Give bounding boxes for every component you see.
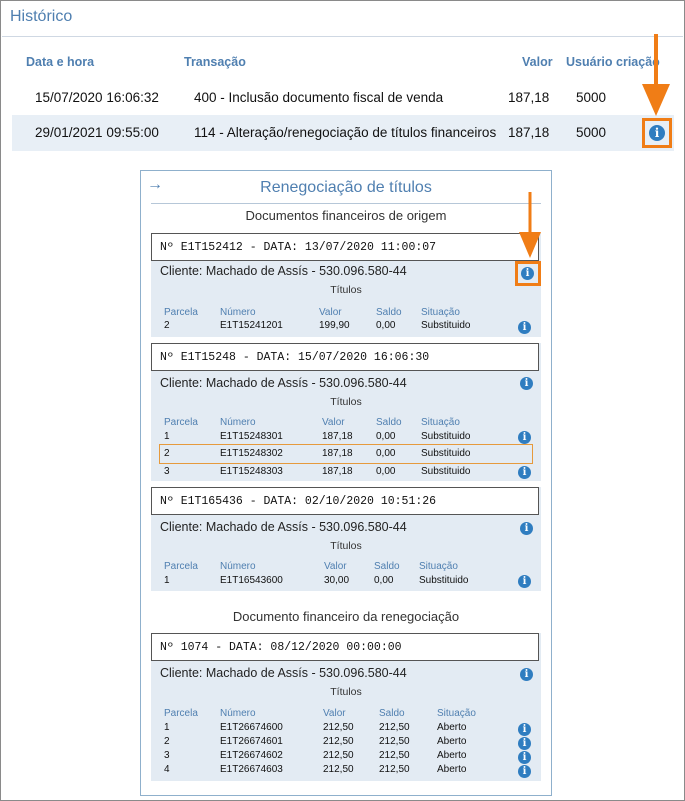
col-numero: Número — [220, 561, 256, 572]
doc-header: Nº E1T152412 - DATA: 13/07/2020 11:00:07 — [151, 233, 539, 261]
col-valor: Valor — [322, 417, 345, 428]
cell-parcela: 1 — [164, 722, 170, 733]
info-icon[interactable]: i — [518, 431, 531, 444]
history-row[interactable] — [12, 115, 674, 151]
cell-saldo: 0,00 — [376, 448, 396, 459]
col-situacao: Situação — [437, 708, 476, 719]
cliente-label: Cliente: Machado de Assís - 530.096.580-44 — [160, 264, 407, 278]
cell-parcela: 2 — [164, 320, 170, 331]
section-title-renegociacao: Documento financeiro da renegociação — [232, 609, 460, 624]
col-situacao: Situação — [421, 417, 460, 428]
cell-parcela: 1 — [164, 575, 170, 586]
cell-situacao: Substituido — [421, 448, 471, 459]
row-value: 187,18 — [508, 125, 550, 140]
arrow-right-icon[interactable]: → — [147, 176, 163, 193]
cell-valor: 212,50 — [323, 722, 354, 733]
cell-situacao: Aberto — [437, 722, 467, 733]
renegociacao-panel — [140, 170, 552, 796]
cell-saldo: 212,50 — [379, 764, 410, 775]
cell-situacao: Substituido — [419, 575, 469, 586]
cell-numero: E1T26674600 — [220, 722, 283, 733]
orange-down-arrow-icon — [641, 34, 671, 118]
row-value: 187,18 — [508, 90, 550, 105]
col-parcela: Parcela — [164, 708, 198, 719]
cell-numero: E1T15248303 — [220, 466, 283, 477]
doc-header: Nº 1074 - DATA: 08/12/2020 00:00:00 — [151, 633, 539, 661]
col-valor: Valor — [324, 561, 347, 572]
cell-saldo: 0,00 — [374, 575, 394, 586]
col-numero: Número — [220, 307, 256, 318]
col-valor: Valor — [319, 307, 342, 318]
row-transaction: 400 - Inclusão documento fiscal de venda — [194, 90, 444, 105]
row-user: 5000 — [576, 125, 607, 140]
info-icon[interactable]: i — [649, 125, 665, 141]
cell-numero: E1T15248302 — [220, 448, 283, 459]
cell-numero: E1T26674601 — [220, 736, 283, 747]
col-header-data[interactable]: Data e hora — [26, 55, 95, 69]
col-parcela: Parcela — [164, 561, 198, 572]
col-numero: Número — [220, 417, 256, 428]
row-transaction: 114 - Alteração/renegociação de títulos financeiros — [194, 125, 497, 140]
cell-parcela: 3 — [164, 466, 170, 477]
titulos-label: Títulos — [330, 396, 362, 408]
cliente-label: Cliente: Machado de Assís - 530.096.580-44 — [160, 376, 407, 390]
info-icon[interactable]: i — [518, 321, 531, 334]
row-date: 15/07/2020 16:06:32 — [35, 90, 159, 105]
info-icon[interactable]: i — [520, 522, 533, 535]
cell-valor: 212,50 — [323, 750, 354, 761]
row-date: 29/01/2021 09:55:00 — [35, 125, 159, 140]
col-numero: Número — [220, 708, 256, 719]
col-header-valor[interactable]: Valor — [522, 55, 553, 69]
col-parcela: Parcela — [164, 417, 198, 428]
cell-valor: 187,18 — [322, 448, 353, 459]
col-parcela: Parcela — [164, 307, 198, 318]
cell-valor: 212,50 — [323, 764, 354, 775]
info-icon[interactable]: i — [521, 267, 534, 280]
titulos-label: Títulos — [330, 284, 362, 296]
cell-numero: E1T15241201 — [220, 320, 283, 331]
cell-valor: 30,00 — [324, 575, 350, 586]
cliente-label: Cliente: Machado de Assís - 530.096.580-44 — [160, 520, 407, 534]
col-header-transacao[interactable]: Transação — [184, 55, 246, 69]
cell-saldo: 212,50 — [379, 722, 410, 733]
col-saldo: Saldo — [374, 561, 400, 572]
info-icon[interactable]: i — [518, 575, 531, 588]
col-saldo: Saldo — [376, 417, 402, 428]
info-icon[interactable]: i — [518, 751, 531, 764]
row-user: 5000 — [576, 90, 607, 105]
cell-saldo: 212,50 — [379, 750, 410, 761]
info-icon[interactable]: i — [520, 377, 533, 390]
doc-header: Nº E1T15248 - DATA: 15/07/2020 16:06:30 — [151, 343, 539, 371]
cell-numero: E1T26674603 — [220, 764, 283, 775]
cell-situacao: Aberto — [437, 736, 467, 747]
info-icon[interactable]: i — [518, 737, 531, 750]
cell-valor: 199,90 — [319, 320, 350, 331]
cell-saldo: 0,00 — [376, 431, 396, 442]
cell-valor: 187,18 — [322, 431, 353, 442]
history-title: Histórico — [10, 8, 73, 25]
divider — [2, 36, 683, 37]
col-saldo: Saldo — [376, 307, 402, 318]
history-row[interactable] — [12, 80, 674, 116]
cell-numero: E1T15248301 — [220, 431, 283, 442]
cell-numero: E1T26674602 — [220, 750, 283, 761]
info-icon[interactable]: i — [518, 723, 531, 736]
cell-parcela: 4 — [164, 764, 170, 775]
orange-down-arrow-icon — [517, 192, 543, 260]
cell-parcela: 2 — [164, 736, 170, 747]
cell-saldo: 0,00 — [376, 320, 396, 331]
cell-situacao: Aberto — [437, 764, 467, 775]
panel-title: Renegociação de títulos — [260, 179, 432, 196]
col-saldo: Saldo — [379, 708, 405, 719]
cell-parcela: 1 — [164, 431, 170, 442]
titulos-label: Títulos — [330, 686, 362, 698]
cell-situacao: Substituido — [421, 320, 471, 331]
col-situacao: Situação — [421, 307, 460, 318]
doc-header: Nº E1T165436 - DATA: 02/10/2020 10:51:26 — [151, 487, 539, 515]
col-header-usuario[interactable]: Usuário criação — [566, 55, 660, 69]
col-valor: Valor — [323, 708, 346, 719]
divider — [151, 203, 541, 204]
cell-valor: 212,50 — [323, 736, 354, 747]
cliente-label: Cliente: Machado de Assís - 530.096.580-44 — [160, 666, 407, 680]
cell-numero: E1T16543600 — [220, 575, 283, 586]
cell-saldo: 0,00 — [376, 466, 396, 477]
section-title-origem: Documentos financeiros de origem — [245, 208, 447, 223]
cell-parcela: 2 — [164, 448, 170, 459]
cell-parcela: 3 — [164, 750, 170, 761]
cell-situacao: Substituido — [421, 431, 471, 442]
col-situacao: Situação — [419, 561, 458, 572]
cell-situacao: Aberto — [437, 750, 467, 761]
cell-saldo: 212,50 — [379, 736, 410, 747]
info-icon[interactable]: i — [520, 668, 533, 681]
cell-situacao: Substituido — [421, 466, 471, 477]
info-icon[interactable]: i — [518, 466, 531, 479]
titulos-label: Títulos — [330, 540, 362, 552]
info-icon[interactable]: i — [518, 765, 531, 778]
cell-valor: 187,18 — [322, 466, 353, 477]
